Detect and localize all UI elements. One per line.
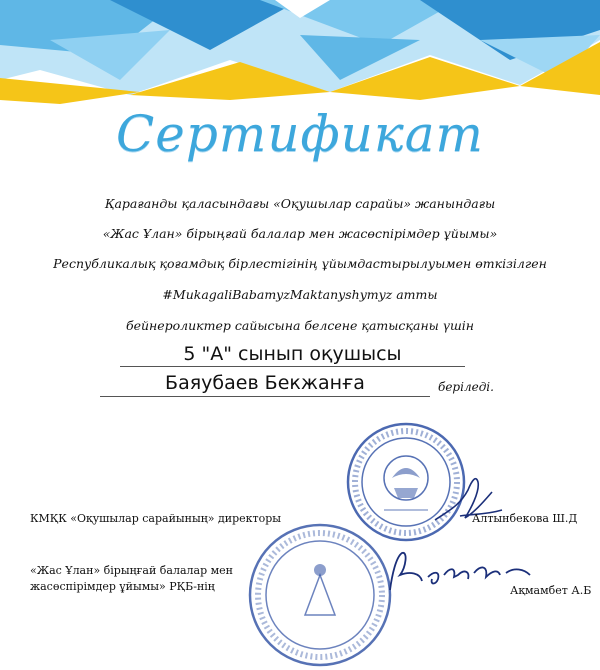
- body-line-2: «Жас Ұлан» бірыңғай балалар мен жасөспірімдер ұйымы»: [102, 226, 498, 241]
- decorative-banner: [0, 0, 600, 110]
- signatory-2-role-line-2: жасөспірімдер ұйымы» РҚБ-нің: [30, 580, 215, 593]
- body-line-3: Республикалық қоғамдық бірлестігінің ұйымдастырылуымен өткізілген: [53, 256, 547, 271]
- recipient-class: 5 "А" сынып оқушысы: [120, 342, 465, 367]
- hashtag-line: #MukagaliBabamyzMaktanyshymyz атты: [162, 287, 438, 302]
- certificate-title: Сертификат: [116, 105, 484, 163]
- recipient-name: Баяубаев Бекжанға: [100, 370, 430, 397]
- body-line-5: бейнероликтер сайысына белсене қатысқаны үшін: [125, 318, 475, 333]
- signatory-1-role: КМҚК «Оқушылар сарайының» директоры: [30, 512, 282, 525]
- signatory-2-name: Ақмамбет А.Б: [510, 584, 592, 597]
- issued-word: беріледі.: [438, 380, 494, 394]
- body-line-1: Қарағанды қаласындағы «Оқушылар сарайы» жанындағы: [104, 196, 496, 211]
- signatory-2-role-line-1: «Жас Ұлан» бірыңғай балалар мен: [30, 564, 234, 577]
- signatory-1-name: Алтынбекова Ш.Д: [472, 512, 578, 525]
- organization-stamp: [245, 520, 395, 670]
